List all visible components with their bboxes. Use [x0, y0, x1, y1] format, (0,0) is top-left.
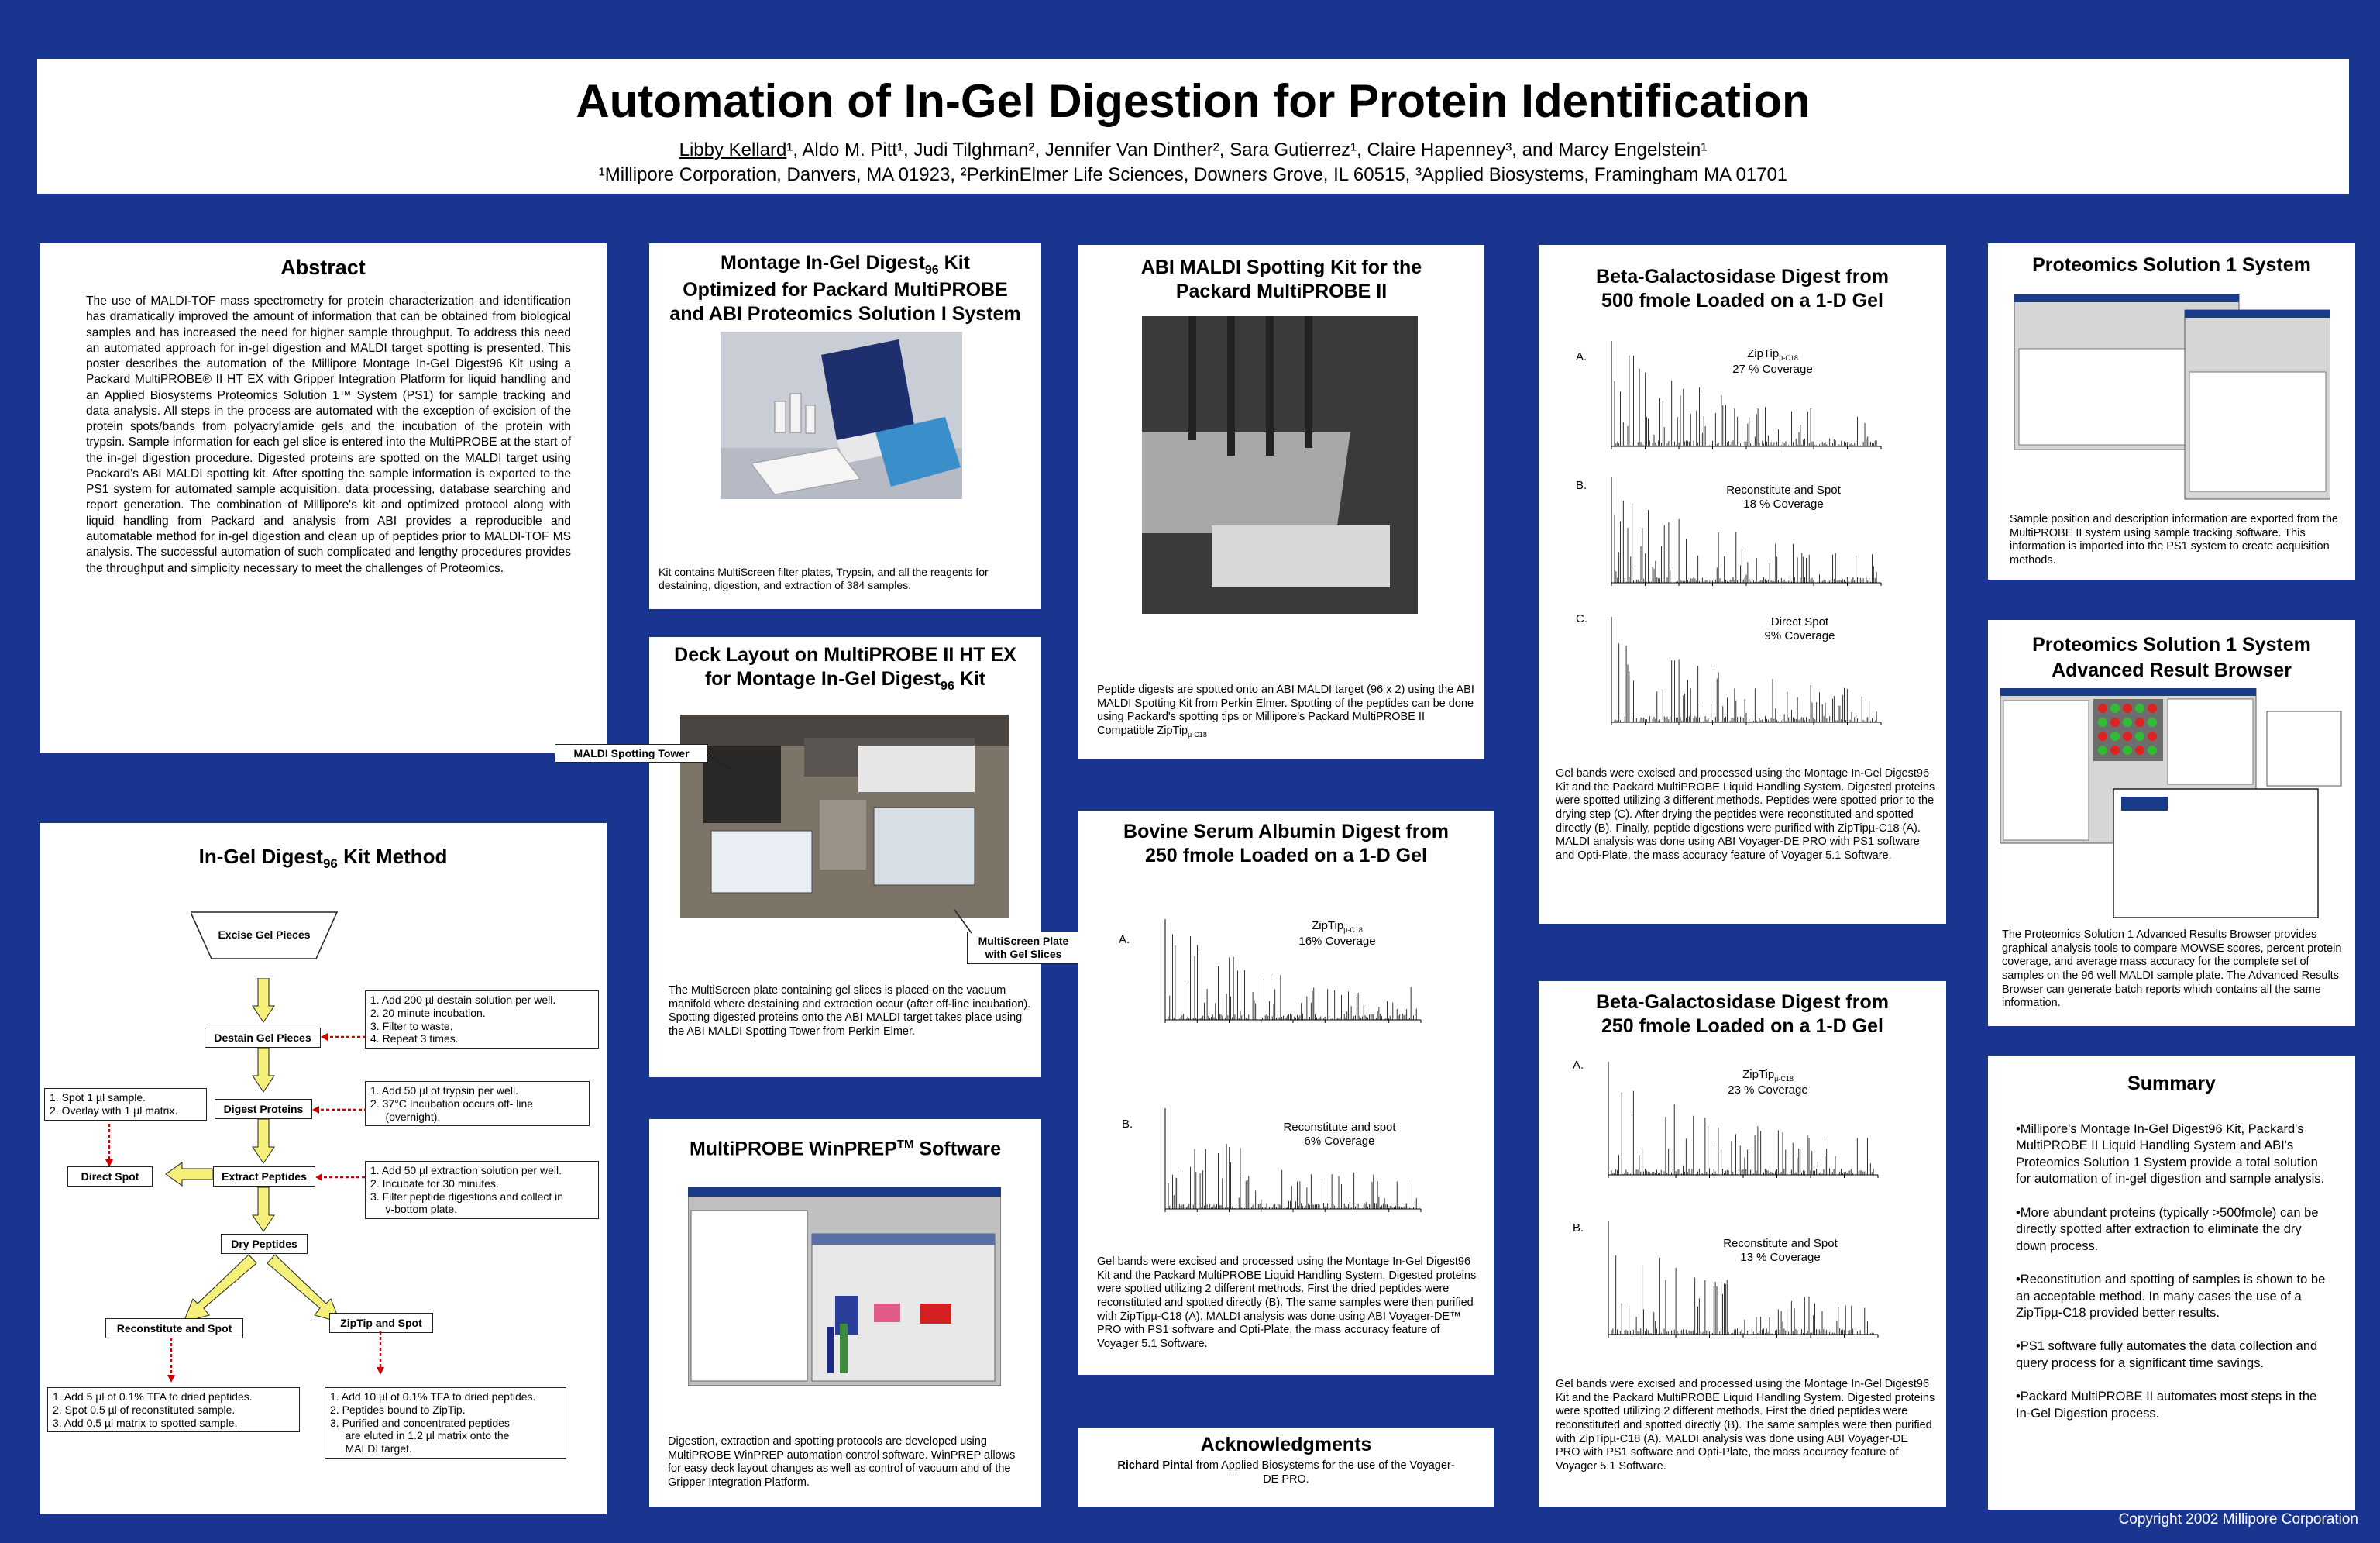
poster-title: Automation of In-Gel Digestion for Protein Identification: [576, 75, 1811, 127]
arrow-down-1: [252, 978, 275, 1023]
direct-spot-node: Direct Spot: [67, 1166, 153, 1187]
beta500-label-b: Reconstitute and Spot 18 % Coverage: [1726, 484, 1841, 511]
direct-note: 1. Spot 1 µl sample. 2. Overlay with 1 µl matrix.: [44, 1088, 207, 1121]
ps1adv-screenshot: [2000, 688, 2349, 921]
beta250-caption: Gel bands were excised and processed using the Montage In-Gel Digest96 Kit and the Packard MultiPROBE Liquid Handling System. Digested proteins were spotted utilizing 2 different methods. First the dried peptides were reconstituted and spotted directly (B). The same samples were then purified with ZipTipµ-C18 (A). MALDI analysis was done using ABI Voyager-DE PRO with PS1 software and Opti-Plate, the mass accuracy feature of Voyager 5.1 Software.: [1556, 1378, 1935, 1473]
ps1-title: Proteomics Solution 1 System: [2032, 254, 2311, 276]
abstract-title: Abstract: [280, 256, 366, 279]
ps1-panel: [1988, 243, 2355, 580]
winprep-title: MultiPROBE WinPREP™ Software: [689, 1138, 1002, 1160]
deck-caption: The MultiScreen plate containing gel slices is placed on the vacuum manifold where destaining and extraction occur (after off-line incubation). Spotting digested proteins onto the ABI MALDI target takes place using the ABI MALDI Spotting Tower from Perkin Elmer.: [669, 984, 1031, 1038]
summary-list: [1988, 1095, 2355, 1422]
ack-text: Richard Pintal from Applied Biosystems for the use of the Voyager-DE PRO.: [1117, 1459, 1455, 1486]
ps1-caption: Sample position and description information are exported from the MultiPROBE II system using sample tracking software. This information is imported into the PS1 system to create acquisition methods.: [2010, 513, 2338, 567]
montage-panel: [649, 243, 1041, 609]
bsa-letter-b: B.: [1122, 1118, 1133, 1131]
abstract-panel: [40, 243, 607, 753]
bsa-title: Bovine Serum Albumin Digest from 250 fmole Loaded on a 1-D Gel: [1123, 821, 1449, 867]
beta500-letter-a: A.: [1576, 350, 1587, 363]
header-banner: [37, 59, 2349, 194]
reconstitute-note: 1. Add 5 µl of 0.1% TFA to dried peptides. 2. Spot 0.5 µl of reconstituted sample. 3. Add 0.5 µl matrix to spotted sample.: [47, 1387, 300, 1432]
summary-title: Summary: [2127, 1073, 2216, 1094]
bsa-label-b: Reconstitute and spot 6% Coverage: [1283, 1121, 1396, 1148]
beta250-spectrum-b: [1590, 1214, 1884, 1352]
beta250-letter-b: B.: [1573, 1221, 1584, 1235]
extract-note: 1. Add 50 µl extraction solution per well. 2. Incubate for 30 minutes. 3. Filter peptide digestions and collect in v-bottom plate.: [365, 1161, 599, 1219]
spectrum-trace: [1611, 643, 1876, 722]
spectrum-trace: [1608, 1255, 1873, 1335]
beta250-letter-a: A.: [1573, 1059, 1584, 1072]
bsa-panel: [1078, 811, 1494, 1375]
spectrum-trace: [1165, 1144, 1416, 1209]
montage-title: Montage In-Gel Digest$_{96}$ Kit Optimized for Packard MultiPROBE and ABI Proteomics Solution I System: [669, 252, 1021, 325]
dashed-arrow-direct: [101, 1124, 117, 1169]
digest-node: Digest Proteins: [215, 1099, 312, 1119]
ps1adv-title: Proteomics Solution 1 System Advanced Result Browser: [2032, 634, 2311, 681]
lead-author: Libby Kellard: [679, 139, 787, 160]
beta500-caption: Gel bands were excised and processed using the Montage In-Gel Digest96 Kit and the Packard MultiPROBE Liquid Handling System. Digested proteins were spotted utilizing 3 different methods. Peptides were spotted prior to the drying step (C). After drying the peptides were reconstituted and spotted directly (B). Finally, peptide digestions were purified with ZipTipµ-C18 (A). MALDI analysis was done using ABI Voyager-DE PRO with PS1 software and Opti-Plate, the mass accuracy feature of Voyager 5.1 Software.: [1556, 767, 1935, 863]
ps1-screenshot: [2014, 294, 2330, 502]
dashed-arrow-reconst: [163, 1338, 179, 1384]
winprep-caption: Digestion, extraction and spotting protocols are developed using MultiPROBE WinPREP automation control software. WinPREP allows for easy deck layout changes as well as control of vacuum and of the Gripper Integration Platform.: [668, 1435, 1016, 1490]
tower-pointer: [707, 750, 738, 773]
deck-photo: [680, 715, 1009, 918]
beta250-title: Beta-Galactosidase Digest from 250 fmole Loaded on a 1-D Gel: [1596, 991, 1889, 1038]
ack-title: Acknowledgments: [1200, 1434, 1372, 1455]
maldi-tower-callout: MALDI Spotting Tower: [555, 744, 708, 763]
arrow-diag-left: [181, 1254, 258, 1324]
beta250-label-a: ZipTip$_{\mu-C18}$ 23 % Coverage: [1728, 1068, 1808, 1097]
summary-item: •PS1 software fully automates the data collection and query process for a significant time savings.: [2016, 1339, 2318, 1370]
other-authors: ¹, Aldo M. Pitt¹, Judi Tilghman², Jennifer Van Dinther², Sara Gutierrez¹, Claire Hapenney³, and Marcy Engelstein¹: [786, 139, 1708, 160]
abi-panel: [1078, 245, 1484, 759]
beta500-label-a: ZipTip$_{\mu-C18}$ 27 % Coverage: [1732, 347, 1813, 376]
arrow-down-3: [252, 1119, 275, 1164]
copyright: Copyright 2002 Millipore Corporation: [2118, 1511, 2358, 1528]
abstract-body: The use of MALDI-TOF mass spectrometry for protein characterization and identification has dramatically improved the amount of information that can be obtained from biological samples and has increased the need for higher sample throughput. To address this need an automated approach for in-gel digestion and MALDI target spotting is presented. This poster describes the automation of the Millipore Montage In-Gel Digest96 Kit using a Packard MultiPROBE® II HT EX with Gripper Integration Platform for liquid handling and an Applied Biosystems Proteomics Solution 1™ System (PS1) for sample tracking and data analysis. All steps in the process are automated with the exception of excision of the protein spots/bands from polyacrylamide gels and the incubation of the protein with trypsin. Sample information for each gel slice is entered into the MultiPROBE at the start of the in-gel digestion procedure. Digested proteins are spotted on the MALDI target using Packard's ABI MALDI spotting kit. After spotting the sample information is exported to the PS1 system for automated sample acquisition, data processing, database searching and report generation. The combination of Millipore's kit and optimized protocol along with liquid handling from Packard and analysis from ABI provides a reproducible and automatable method for in-gel digestion and clean up of peptides prior to MALDI-TOF MS analysis. The successful automation of such complicated and lengthy procedures provides the throughput and simplicity necessary to meet the challenges of Proteomics.: [86, 294, 571, 575]
kit-photo: [721, 332, 962, 499]
summary-item: •More abundant proteins (typically >500fmole) can be directly spotted after extraction to eliminate the dry down process.: [2016, 1205, 2319, 1253]
beta500-letter-b: B.: [1576, 479, 1587, 492]
montage-caption: Kit contains MultiScreen filter plates, Trypsin, and all the reagents for destaining, digestion, and extraction of 384 samples.: [659, 566, 989, 592]
beta250-panel: [1539, 981, 1946, 1507]
ps1adv-panel: [1988, 620, 2355, 1026]
digest-note: 1. Add 50 µl of trypsin per well. 2. 37°C Incubation occurs off- line (overnight).: [365, 1081, 590, 1126]
arrow-left: [165, 1162, 213, 1187]
beta500-panel: [1539, 245, 1946, 924]
bsa-spectrum-a: [1147, 911, 1427, 1037]
deck-panel: [649, 637, 1041, 1077]
abi-caption: Peptide digests are spotted onto an ABI MALDI target (96 x 2) using the ABI MALDI Spotting Kit from Perkin Elmer. Spotting of the peptides can be done using Packard's spotting tips or Millipore's Packard MultiPROBE II Compatible ZipTip$_{\mu-C18}$: [1097, 684, 1474, 739]
ziptip-note: 1. Add 10 µl of 0.1% TFA to dried peptides. 2. Peptides bound to ZipTip. 3. Purified and concentrated peptides are eluted in 1.2 µl matrix onto the MALDI target.: [325, 1387, 566, 1459]
summary-item: •Millipore's Montage In-Gel Digest96 Kit, Packard's MultiPROBE II Liquid Handling System and ABI's Proteomics Solution 1 System provide a total solution for automation of in-gel digestion and sample analysis.: [2016, 1122, 2325, 1187]
destain-note: 1. Add 200 µl destain solution per well. 2. 20 minute incubation. 3. Filter to waste. 4. Repeat 3 times.: [365, 990, 599, 1049]
bsa-label-a: ZipTip$_{\mu-C18}$ 16% Coverage: [1298, 919, 1376, 948]
bsa-spectrum-b: [1147, 1100, 1427, 1226]
summary-item: •Reconstitution and spotting of samples is shown to be an acceptable method. In many cases the use of a ZipTipµ-C18 provided better results.: [2016, 1273, 2326, 1320]
beta500-letter-c: C.: [1576, 612, 1587, 625]
extract-node: Extract Peptides: [213, 1166, 315, 1187]
winprep-screenshot: [688, 1187, 1001, 1386]
multiscreen-callout: MultiScreen Plate with Gel Slices: [967, 932, 1080, 964]
winprep-panel: [649, 1119, 1041, 1507]
beta250-label-b: Reconstitute and Spot 13 % Coverage: [1723, 1237, 1838, 1264]
destain-node: Destain Gel Pieces: [205, 1028, 321, 1048]
plate-pointer: [951, 907, 975, 938]
ziptip-node: ZipTip and Spot: [329, 1313, 433, 1333]
summary-panel: [1988, 1056, 2355, 1510]
ack-panel: [1078, 1428, 1494, 1507]
excise-node-label: Excise Gel Pieces: [218, 928, 311, 941]
bsa-caption: Gel bands were excised and processed using the Montage In-Gel Digest96 Kit and the Packard MultiPROBE Liquid Handling System. Digested proteins were spotted utilizing 2 different methods. First the dried peptides were reconstituted and spotted directly (B). The same samples were then purified with ZipTipµ-C18 (A). MALDI analysis was done using ABI Voyager-DE™ PRO with PS1 software and Opti-Plate, the mass accuracy feature of Voyager 5.1 Software.: [1097, 1255, 1477, 1351]
author-line: [37, 139, 2349, 161]
beta500-label-c: Direct Spot 9% Coverage: [1764, 615, 1835, 642]
dry-node: Dry Peptides: [221, 1234, 308, 1254]
dashed-arrow-ziptip: [373, 1331, 388, 1376]
spectrum-trace: [1611, 501, 1876, 583]
arrow-down-2: [252, 1048, 275, 1093]
spotting-kit-photo: [1142, 316, 1418, 614]
method-title: In-Gel Digest$_{96}$ Kit Method: [198, 845, 448, 872]
arrow-down-4: [252, 1187, 275, 1232]
bsa-letter-a: A.: [1119, 933, 1130, 946]
deck-title: Deck Layout on MultiPROBE II HT EX for Montage In-Gel Digest$_{96}$ Kit: [674, 644, 1016, 694]
ps1adv-caption: The Proteomics Solution 1 Advanced Results Browser provides graphical analysis tools to compare MOWSE scores, percent protein coverage, and average mass accuracy for the complete set of samples on the 96 well MALDI sample plate. The Advanced Results Browser can generate batch reports which contains all the same information.: [2002, 928, 2342, 1010]
summary-item: •Packard MultiPROBE II automates most steps in the In-Gel Digestion process.: [2016, 1390, 2317, 1421]
spectrum-trace: [1608, 1091, 1873, 1175]
reconstitute-node: Reconstitute and Spot: [105, 1318, 243, 1338]
method-panel: [40, 823, 607, 1514]
abi-title: ABI MALDI Spotting Kit for the Packard MultiPROBE II: [1140, 257, 1422, 303]
beta500-title: Beta-Galactosidase Digest from 500 fmole Loaded on a 1-D Gel: [1596, 266, 1889, 312]
affiliations: ¹Millipore Corporation, Danvers, MA 01923, ²PerkinElmer Life Sciences, Downers Grove, IL 60515, ³Applied Biosystems, Framingham MA 01701: [598, 164, 1788, 185]
